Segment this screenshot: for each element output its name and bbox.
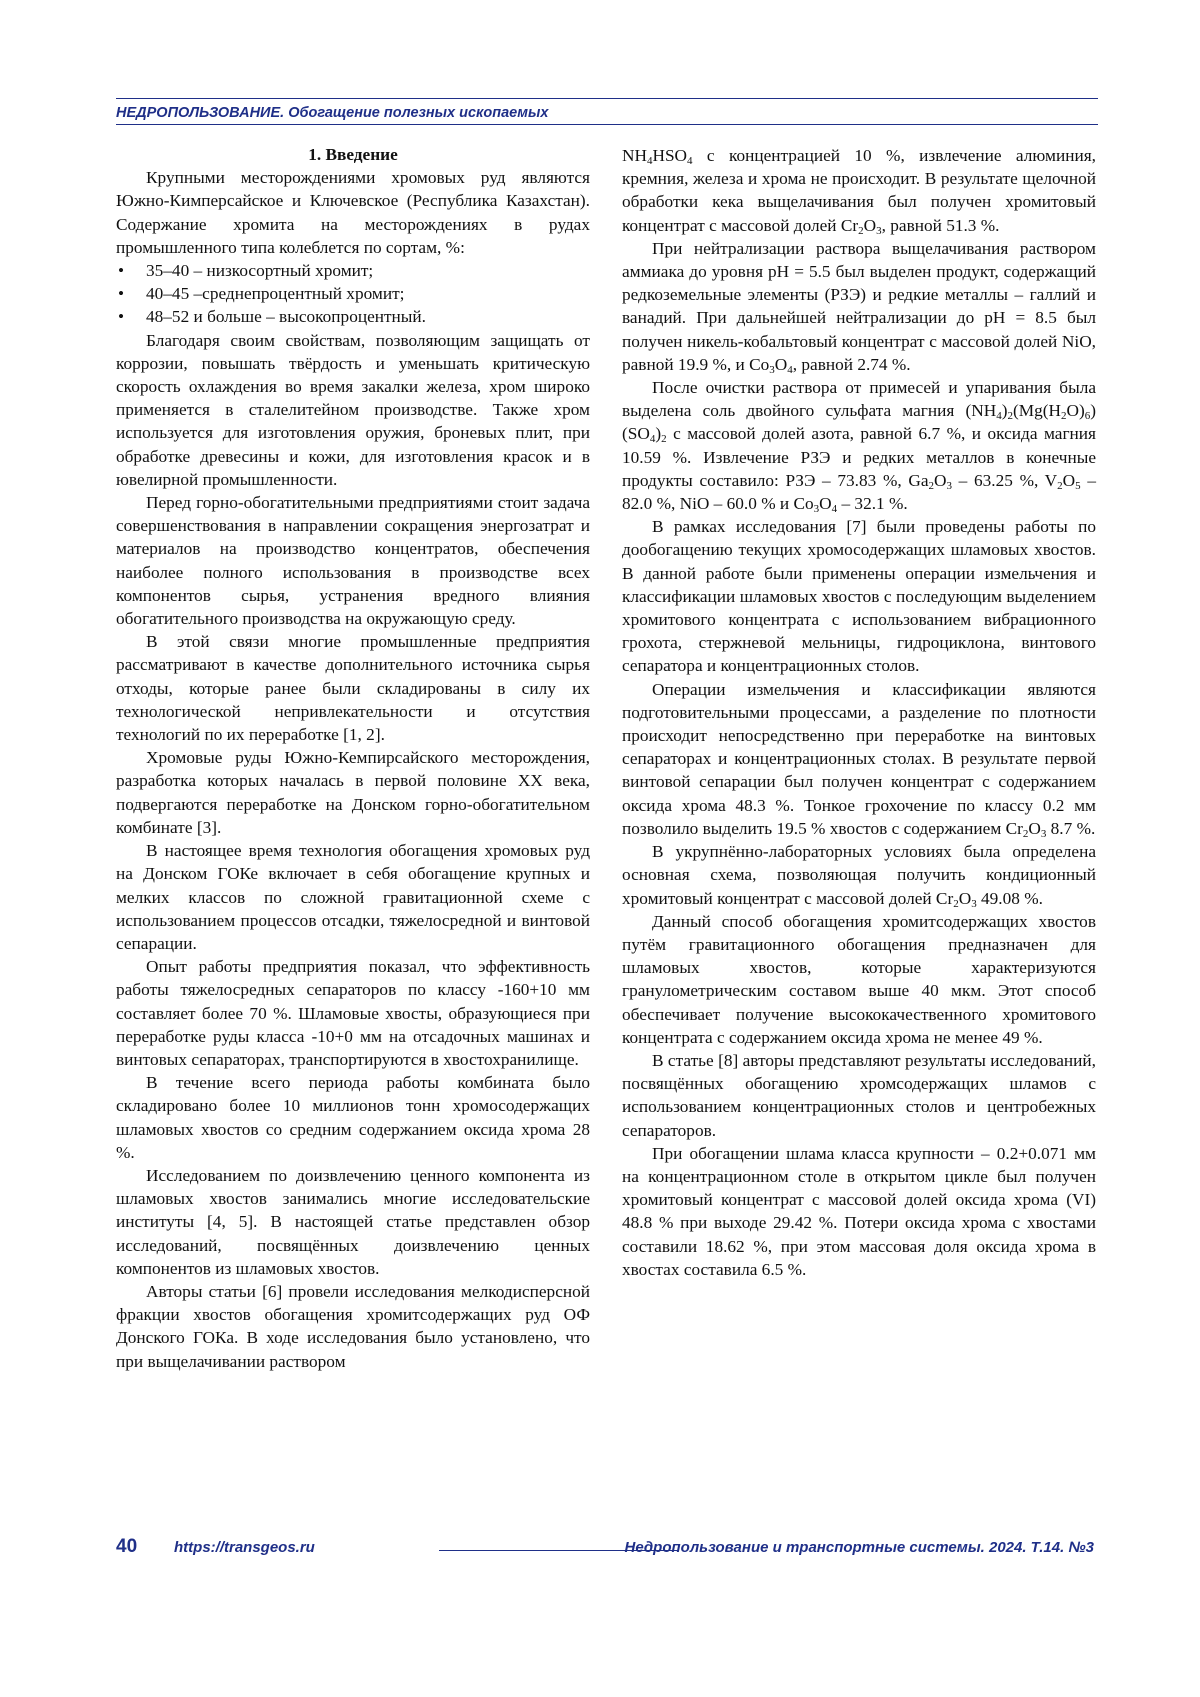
right-column <box>622 144 1096 1281</box>
paragraph: В укрупнённо-лабораторных условиях была определена основная схема, позволяющая получить кондиционный хромитовый концентрат с массовой долей $Cr_2O_3$ 49.08 %. <box>622 842 1096 910</box>
paragraph: В этой связи многие промышленные предприятия рассматривают в качестве дополнительного источника сырья отходы, которые ранее были складированы в силу их технологической непривлекательности и отсутствия технологий по их переработке [1, 2]. <box>116 632 590 745</box>
list-item: • 48–52 и больше – высокопроцентный. <box>116 305 590 328</box>
header-rule-bottom <box>116 124 1098 125</box>
paragraph: Авторы статьи [6] провели исследования мелкодисперсной фракции хвостов обогащения хромитсодержащих руд ОФ Донского ГОКа. В ходе исследования было установлено, что при выщелачивании раствором <box>116 1281 590 1371</box>
running-head: НЕДРОПОЛЬЗОВАНИЕ. Обогащение полезных ископаемых <box>116 105 549 121</box>
paragraph: Опыт работы предприятия показал, что эффективность работы тяжелосредных сепараторов по классу -160+10 мм составляет более 70 %. Шламовые хвосты, образующиеся при переработке руды класса -10+0 мм на отсадочных машинах и винтовых сепараторах, транспортируются в хвостохранилище. <box>116 957 590 1069</box>
journal-citation: Недропользование и транспортные системы. 2024. Т.14. №3 <box>624 1539 1094 1556</box>
paragraph: Крупными месторождениями хромовых руд являются Южно-Кимперсайское и Ключевское (Республика Казахстан). Содержание хромита на месторождениях в рудах промышленного типа колеблется по сортам, %: <box>116 168 590 257</box>
paragraph: В течение всего периода работы комбината было складировано более 10 миллионов тонн хромосодержащих шламовых хвостов со средним содержанием оксида хрома 28 %. <box>116 1073 590 1162</box>
list-item: • 40–45 –среднепроцентный хромит; <box>116 282 590 305</box>
page-number: 40 <box>116 1536 138 1557</box>
paragraph: После очистки раствора от примесей и упаривания была выделена соль двойного сульфата магния $(NH_4)_2(Mg(H_2O)_6)(SO_4)_2$ с массовой долей азота, равной 6.7 %, и оксида магния 10.59 %. Извлечение РЗЭ и редких металлов в конечные продукты составило: РЗЭ – 73.83 %, $Ga_2O_3 - 63.25$ %, $V_2O_5 - 82.0$ %, NiO – 60.0 % и $Co_3O_4 - 32.1$ %. <box>622 378 1096 516</box>
paragraph: При нейтрализации раствора выщелачивания раствором аммиака до уровня pH = 5.5 был выделен продукт, содержащий редкоземельные элементы (РЗЭ) и редкие металлы – галлий и ванадий. При дальнейшей нейтрализации до pH = 8.5 был получен никель-кобальтовый концентрат с массовой долей NiO, равной 19.9 %, и $Co_3O_4$, равной 2.74 %. <box>622 238 1096 376</box>
paragraph: Операции измельчения и классификации являются подготовительными процессами, а разделение по плотности происходит непосредственно при переработке на винтовых сепараторах и концентрационных столах. В результате первой винтовой сепарации был получен концентрат с содержанием оксида хрома 48.3 %. Тонкое грохочение по классу 0.2 мм позволило выделить 19.5 % хвостов с содержанием $Cr_2O_3$ 8.7 %. <box>622 679 1096 840</box>
paragraph: В настоящее время технология обогащения хромовых руд на Донском ГОКе включает в себя обогащение крупных и мелких классов по сложной гравитационной схеме с использованием процессов отсадки, тяжелосредной и винтовой сепарации. <box>116 841 590 953</box>
bullet-list <box>116 259 590 329</box>
paragraph: Перед горно-обогатительными предприятиями стоит задача совершенствования в направлении сокращения энергозатрат и материалов на производство концентратов, обеспечения наиболее полного использования в производстве всех компонентов сырья, устранения вредного влияния обогатительного производства на окружающую среду. <box>116 493 590 629</box>
section-title: 1. Введение <box>308 145 398 164</box>
list-item: • 35–40 – низкосортный хромит; <box>116 259 590 282</box>
paragraph: $NH_4HSO_4$ с концентрацией 10 %, извлечение алюминия, кремния, железа и хрома не происходит. В результате щелочной обработки кека выщелачивания был получен хромитовый концентрат с массовой долей $Cr_2O_3$, равной 51.3 %. <box>622 146 1096 237</box>
journal-url-link[interactable]: https://transgeos.ru <box>174 1539 315 1556</box>
page-footer <box>116 1538 1098 1564</box>
paragraph: Хромовые руды Южно-Кемпирсайского месторождения, разработка которых началась в первой половине XX века, подвергаются переработке на Донском горно-обогатительном комбинате [3]. <box>116 748 590 837</box>
header-rule-top <box>116 98 1098 99</box>
paragraph: Исследованием по доизвлечению ценного компонента из шламовых хвостов занимались многие исследовательские институты [4, 5]. В настоящей статье представлен обзор исследований, посвящённых доизвлечению ценных компонентов из шламовых хвостов. <box>116 1165 590 1278</box>
paragraph: Данный способ обогащения хромитсодержащих хвостов путём гравитационного обогащения предназначен для шламовых хвостов, которые характеризуются гранулометрическим составом выше 40 мкм. Этот способ обеспечивает получение высококачественного хромитового концентрата с содержанием оксида хрома не менее 49 %. <box>622 911 1096 1047</box>
paragraph: Благодаря своим свойствам, позволяющим защищать от коррозии, повышать твёрдость и уменьшать критическую скорость охлаждения во время закалки железа, хром широко применяется в сталелитейном производстве. Также хром используется для изготовления оружия, броневых плит, при обработке древесины и кожи, для изготовления красок и в ювелирной промышленности. <box>116 330 590 489</box>
paragraph: В статье [8] авторы представляют результаты исследований, посвящённых обогащению хромсодержащих шламов с использованием концентрационных столов и центробежных сепараторов. <box>622 1050 1096 1140</box>
paragraph: В рамках исследования [7] были проведены работы по дообогащению текущих хромосодержащих шламовых хвостов. В данной работе были применены операции измельчения и классификации шламовых хвостов с последующим выделением хромитового концентрата с использованием вибрационного грохота, стержневой мельницы, гидроциклона, винтового сепаратора и концентрационных столов. <box>622 517 1096 676</box>
left-column <box>116 143 590 1373</box>
paragraph: При обогащении шлама класса крупности – 0.2+0.071 мм на концентрационном столе в открытом цикле был получен хромитовый концентрат с массовой долей оксида хрома (VI) 48.8 % при выходе 29.42 %. Потери оксида хрома с хвостами составили 18.62 %, при этом массовая доля оксида хрома в хвостах составила 6.5 %. <box>622 1143 1096 1279</box>
